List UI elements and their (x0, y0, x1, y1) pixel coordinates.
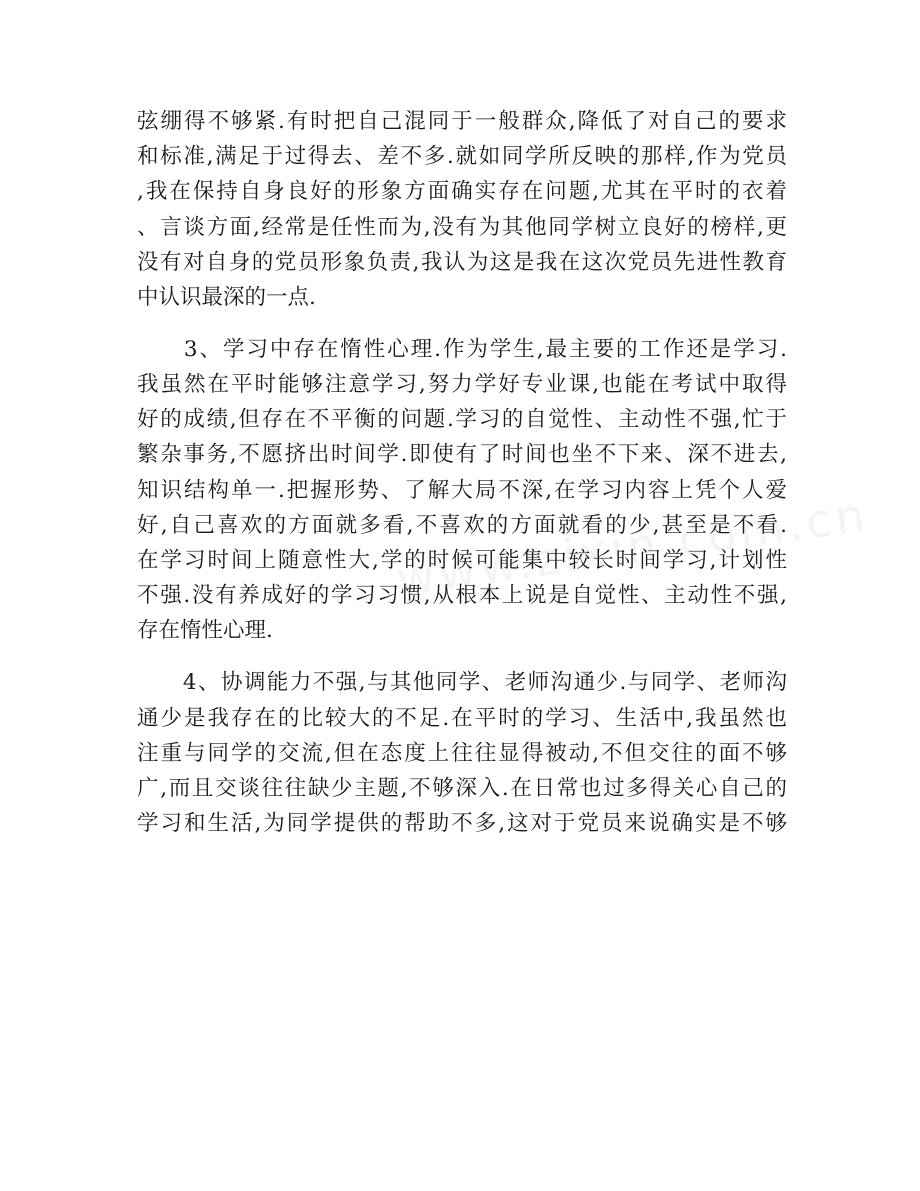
paragraph-2 (137, 332, 787, 649)
text-line: 、言谈方面,经常是任性而为,没有为其他同学树立良好的榜样,更 (137, 214, 787, 240)
paragraph-1 (137, 104, 787, 315)
text-line: 中认识最深的一点. (137, 284, 316, 310)
text-line: 在学习时间上随意性大,学的时候可能集中较长时间学习,计划性 (137, 548, 787, 574)
text-line: 好,自己喜欢的方面就多看,不喜欢的方面就看的少,甚至是不看. (137, 512, 787, 538)
text-line: 学习和生活,为同学提供的帮助不多,这对于党员来说确实是不够 (137, 811, 787, 837)
paragraph-gap (137, 315, 787, 332)
text-line: 弦绷得不够紧.有时把自己混同于一般群众,降低了对自己的要求 (137, 109, 787, 134)
text-line: 3、学习中存在惰性心理.作为学生,最主要的工作还是学习. (137, 336, 787, 362)
paragraph-3 (137, 665, 787, 841)
paragraph-gap (137, 649, 787, 666)
text-line: 没有对自身的党员形象负责,我认为这是我在这次党员先进性教育 (137, 249, 787, 275)
text-line: 注重与同学的交流,但在态度上往往显得被动,不但交往的面不够 (137, 740, 787, 766)
text-line: 我虽然在平时能够注意学习,努力学好专业课,也能在考试中取得 (137, 372, 787, 398)
text-line: 好的成绩,但存在不平衡的问题.学习的自觉性、主动性不强,忙于 (137, 407, 787, 433)
text-line: 4、协调能力不强,与其他同学、老师沟通少.与同学、老师沟 (137, 670, 787, 696)
text-line: ,我在保持自身良好的形象方面确实存在问题,尤其在平时的衣着 (137, 179, 787, 205)
text-line: 通少是我存在的比较大的不足.在平时的学习、生活中,我虽然也 (137, 705, 787, 731)
text-line: 知识结构单一.把握形势、了解大局不深,在学习内容上凭个人爱 (137, 477, 787, 503)
text-line: 和标准,满足于过得去、差不多.就如同学所反映的那样,作为党员 (137, 144, 787, 170)
text-line: 繁杂事务,不愿挤出时间学.即使有了时间也坐不下来、深不进去, (137, 442, 787, 468)
document-body (137, 104, 787, 841)
text-line: 存在惰性心理. (137, 618, 273, 644)
text-line: 不强.没有养成好的学习习惯,从根本上说是自觉性、主动性不强, (137, 583, 787, 609)
text-line: 广,而且交谈往往缺少主题,不够深入.在日常也过多得关心自己的 (137, 775, 787, 801)
